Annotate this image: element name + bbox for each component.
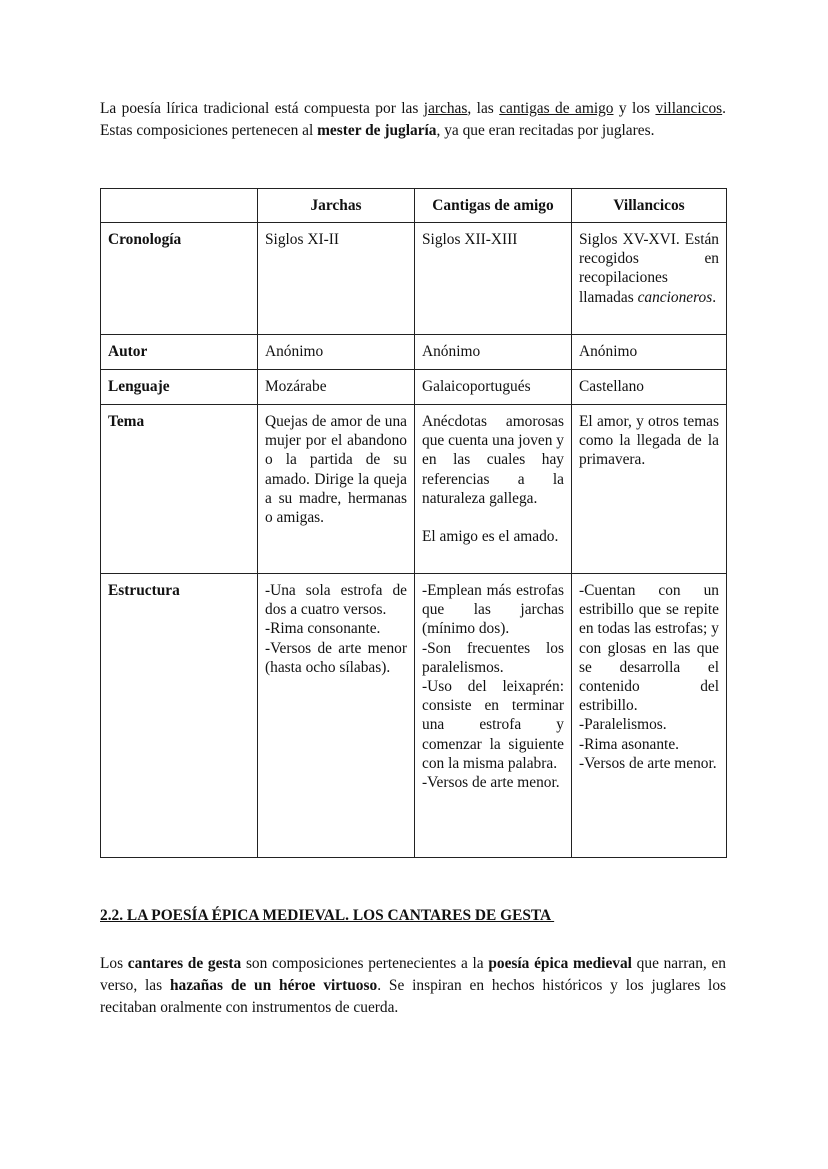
cell-text: Anécdotas amorosas que cuenta una joven y en las cuales hay referencias a la naturaleza gallega. <box>422 413 564 507</box>
cell-text: . <box>712 288 717 306</box>
header-cell-jarchas: Jarchas <box>258 189 415 223</box>
table-cell: Anónimo <box>415 335 572 370</box>
row-label: Tema <box>101 405 258 574</box>
table-cell: Galaicoportugués <box>415 370 572 405</box>
gesta-bold: cantares de gesta <box>127 955 242 972</box>
cell-text: -Cuentan con un estribillo que se repite en todas las estrofas; y con glosas en las que se desarrolla el contenido del estribillo. <box>579 582 719 715</box>
gesta-text: . Se inspiran en hechos históricos y los juglares los recitaban oralmente con instrumentos de cuerda. <box>100 977 727 1016</box>
cantigas-link: cantigas de amigo <box>499 100 614 117</box>
table-row <box>101 574 727 858</box>
table-cell: Mozárabe <box>258 370 415 405</box>
lyric-poetry-table <box>100 188 727 858</box>
intro-paragraph <box>100 98 726 142</box>
cell-text: -Una sola estrofa de dos a cuatro versos. <box>265 582 407 619</box>
cell-text: -Uso del leixaprén: consiste en terminar una estrofa y comenzar la siguiente con la misma palabra. <box>422 678 564 772</box>
gesta-bold: poesía épica medieval <box>488 955 632 972</box>
table-cell: El amor, y otros temas como la llegada de la primavera. <box>572 405 727 574</box>
table-cell <box>572 223 727 335</box>
row-label: Estructura <box>101 574 258 858</box>
gesta-text: Los <box>100 955 128 972</box>
table-cell: Siglos XI-II <box>258 223 415 335</box>
table-row <box>101 335 727 370</box>
table-row <box>101 223 727 335</box>
table-cell: Anónimo <box>572 335 727 370</box>
table-header-row <box>101 189 727 223</box>
table-cell <box>415 574 572 858</box>
table-cell <box>572 574 727 858</box>
villancicos-link: villancicos <box>655 100 723 117</box>
intro-text: , ya que eran recitadas por juglares. <box>436 122 655 139</box>
row-label: Lenguaje <box>101 370 258 405</box>
table-cell: Castellano <box>572 370 727 405</box>
intro-text: , las <box>467 100 500 117</box>
row-label: Cronología <box>101 223 258 335</box>
table-cell: Quejas de amor de una mujer por el abandono o la partida de su amado. Dirige la queja a su madre, hermanas o amigas. <box>258 405 415 574</box>
intro-text: . Estas composiciones pertenecen al <box>100 100 726 139</box>
jarchas-link: jarchas <box>423 100 468 117</box>
cell-text: -Versos de arte menor. <box>422 774 560 792</box>
table-row <box>101 370 727 405</box>
table-cell <box>415 405 572 574</box>
cell-text: -Versos de arte menor. <box>579 754 717 772</box>
gesta-text: son composiciones pertenecientes a la <box>241 955 489 972</box>
cell-text: -Paralelismos. <box>579 716 667 734</box>
table-row <box>101 405 727 574</box>
gesta-text: que narran, en verso, las <box>100 955 726 994</box>
intro-text: La poesía lírica tradicional está compuesta por las <box>100 100 424 117</box>
cell-text: -Rima asonante. <box>579 735 680 753</box>
cell-text: -Rima consonante. <box>265 620 381 638</box>
cell-text: Siglos XV-XVI. Están recogidos en recopilaciones llamadas <box>579 231 719 306</box>
cell-text: -Emplean más estrofas que las jarchas (mínimo dos). <box>422 582 564 638</box>
gesta-paragraph <box>100 953 726 1019</box>
table-cell <box>258 574 415 858</box>
intro-text: y los <box>613 100 656 117</box>
cell-text: -Son frecuentes los paralelismos. <box>422 639 564 676</box>
row-label: Autor <box>101 335 258 370</box>
mester-term: mester de juglaría <box>317 122 437 139</box>
header-cell-villancicos: Villancicos <box>572 189 727 223</box>
cell-text: -Versos de arte menor (hasta ocho sílabas). <box>265 639 407 676</box>
gesta-bold: hazañas de un héroe virtuoso <box>169 977 378 994</box>
header-cell-empty <box>101 189 258 223</box>
section-heading: 2.2. LA POESÍA ÉPICA MEDIEVAL. LOS CANTARES DE GESTA <box>100 907 555 924</box>
header-cell-cantigas: Cantigas de amigo <box>415 189 572 223</box>
table-cell: Siglos XII-XIII <box>415 223 572 335</box>
cell-italic: cancioneros <box>637 288 713 306</box>
table-cell: Anónimo <box>258 335 415 370</box>
cell-text: El amigo es el amado. <box>422 528 559 546</box>
